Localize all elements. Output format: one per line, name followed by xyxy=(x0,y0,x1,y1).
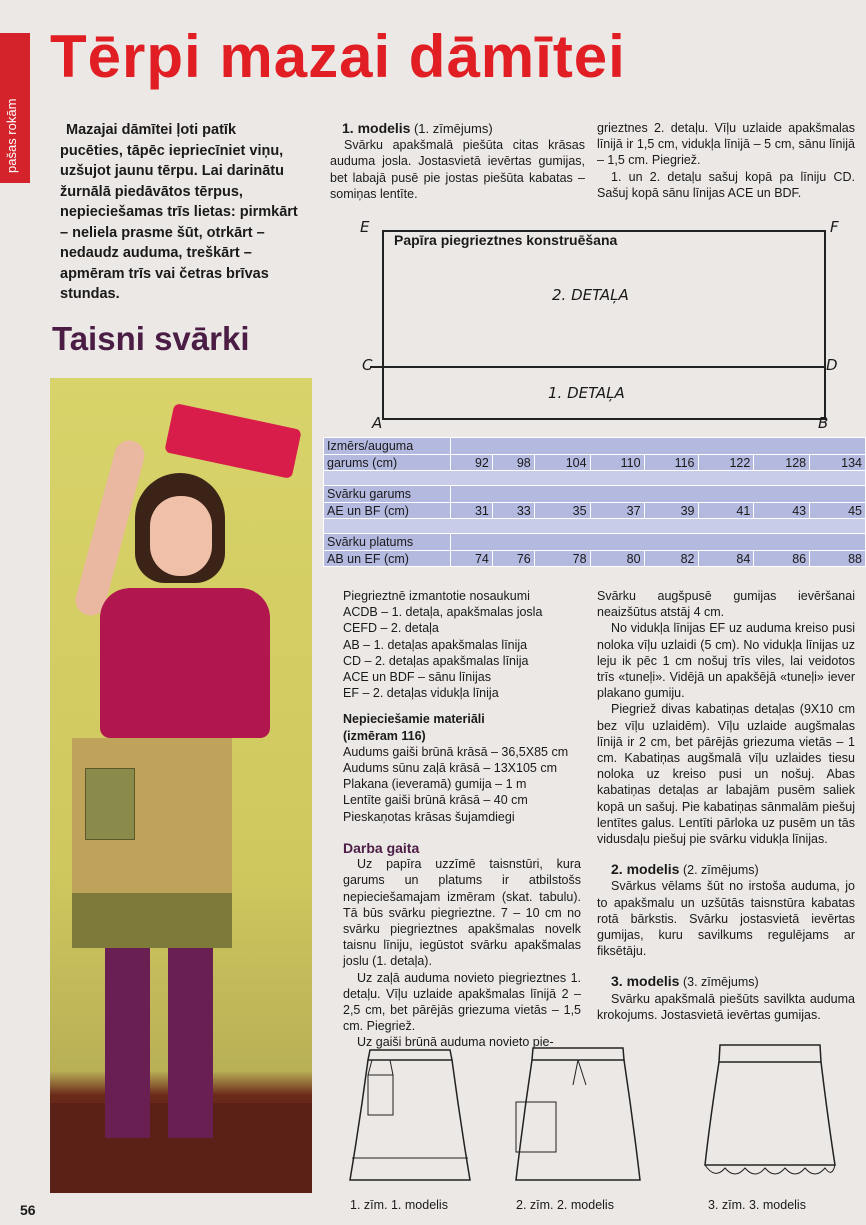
skirt-sketch-2 xyxy=(508,1040,648,1190)
intro-text: Mazajai dāmītei ļoti patīk pucēties, tāpēc iepriecīniet viņu, uzšujot jaunu tērpu. Lai darinātu žurnālā piedāvātos tērpus, nepieciešamas trīs lietas: pirmkārt – neliela prasme šūt, otrkārt – nedaudz auduma, treškārt – apmēram trīs vai četras brīvas stundas. xyxy=(60,122,298,302)
model1-text: Svārku apakšmalā piešūta citas krāsas auduma josla. Jostasvietā ievērtas gumijas, bet labajā pusē pie jostas piešūta kabatas – somiņas lentīte. xyxy=(330,138,585,201)
list-item: Audums gaiši brūnā krāsā – 36,5X85 cm xyxy=(343,744,569,759)
model1-block xyxy=(330,120,585,202)
list-item: ACE un BDF – sānu līnijas xyxy=(343,670,491,685)
diagram-title: Papīra piegrieztnes konstruēšana xyxy=(394,232,618,248)
list-item: CD – 2. detaļas apakšmalas līnija xyxy=(343,653,529,668)
model3-heading: 3. modelis xyxy=(611,973,680,990)
section-title: Taisni svārki xyxy=(52,320,250,357)
list-item: CEFD – 2. detaļa xyxy=(343,621,439,636)
list-item: Plakana (ieveramā) gumija – 1 m xyxy=(343,777,527,792)
list-item: ACDB – 1. detaļa, apakšmalas josla xyxy=(343,605,543,620)
size-table xyxy=(323,437,866,567)
list-item: Pieskaņotas krāsas šujamdiegi xyxy=(343,809,515,824)
section-tab xyxy=(0,33,30,183)
point-d: D xyxy=(826,356,838,374)
work-heading: Darba gaita xyxy=(343,840,420,856)
list-item: AB – 1. detaļas apakšmalas līnija xyxy=(343,637,528,652)
point-c: C xyxy=(362,356,373,374)
model3-text: Svārku apakšmalā piešūts savilkta auduma krokojums. Jostasvietā ievērtas gumijas. xyxy=(597,991,855,1022)
model1-heading-sub: (1. zīmējums) xyxy=(413,121,493,136)
caption-3: 3. zīm. 3. modelis xyxy=(708,1198,806,1212)
list-item: Lentīte gaiši brūnā krāsā – 40 cm xyxy=(343,793,528,808)
work-p1: Uz papīra uzzīmē taisnstūri, kura garums un platums ir atbilstošs nepieciešamajam izmēram (skat. tabulu). Tā būs svārku piegrieztne. 7 – 10 cm no svārku piegrieztnes apakšmalas novelk taisnu līniju, iegūstot svārku apakšmalas joslu (1. detaļa). xyxy=(343,857,581,969)
list-item: EF – 2. detaļas vidukļa līnija xyxy=(343,686,499,701)
model1-heading: 1. modelis xyxy=(342,120,411,136)
right-p1: Svārku augšpusē gumijas ievēršanai neaizšūtus atstāj 4 cm. xyxy=(597,589,855,620)
point-a: A xyxy=(372,414,383,432)
row1-label2: garums (cm) xyxy=(324,455,451,471)
point-e: E xyxy=(360,218,370,236)
row1-label1: Izmērs/auguma xyxy=(324,438,451,455)
right-p3: Piegriež divas kabatiņas detaļas (9X10 cm bez vīļu uzlaidēm). Vīļu uzlaide augšmalas līnijā ir 2 cm, bet pārējās griezuma vietās – 1 cm. Kabatiņas augšmalā vīļu uzlaides tiesu noloka uz kreiso pusi un nošuj. Abas kabatiņas detaļas ar labajām pusēm saliek kopā un sašuj. Pie kabatiņas sānmalām piešuj lentītes galus. Lentīti pārloka uz pusēm un tās vidusdaļu piešuj pie svārku vidukļa līnijas. xyxy=(597,702,855,847)
diagram-part2: 2. DETAĻA xyxy=(552,286,629,304)
table-row: AB un EF (cm) 74 76 78 80 82 84 86 88 xyxy=(324,551,866,567)
point-b: B xyxy=(818,414,829,432)
model1-text2: grieztnes 2. detaļu. Vīļu uzlaide apakšmalas līnijā ir 1,5 cm, vidukļa līnijā – 5 cm, sānu līnijā – 1,5 cm. Piegriež. xyxy=(597,121,855,168)
names-block xyxy=(343,588,583,825)
table-row: AE un BF (cm) 31 33 35 37 39 41 43 45 xyxy=(324,503,866,519)
skirt-sketch-3 xyxy=(700,1040,840,1190)
model2-sub: (2. zīmējums) xyxy=(682,863,759,878)
work-block xyxy=(343,840,581,1051)
caption-2: 2. zīm. 2. modelis xyxy=(516,1198,614,1212)
row3-label2: AB un EF (cm) xyxy=(324,551,451,567)
page-number: 56 xyxy=(20,1202,36,1218)
model1-text3: 1. un 2. detaļu sašuj kopā pa līniju CD. Sašuj kopā sānu līnijas ACE un BDF. xyxy=(597,169,855,200)
table-row: garums (cm) 92 98 104 110 116 122 128 134 xyxy=(324,455,866,471)
point-f: F xyxy=(830,218,839,236)
row2-label1: Svārku garums xyxy=(324,486,451,503)
materials-sub: (izmēram 116) xyxy=(343,728,426,743)
caption-1: 1. zīm. 1. modelis xyxy=(350,1198,448,1212)
skirt-sketch-1 xyxy=(340,1040,480,1190)
row2-label2: AE un BF (cm) xyxy=(324,503,451,519)
pattern-diagram xyxy=(330,218,860,438)
list-item: Audums sūnu zaļā krāsā – 13X105 cm xyxy=(343,761,558,776)
diagram-part1: 1. DETAĻA xyxy=(548,384,625,402)
names-heading: Piegrieztnē izmantotie nosaukumi xyxy=(343,589,530,603)
model2-heading: 2. modelis xyxy=(611,861,680,878)
right-p2: No vidukļa līnijas EF uz auduma kreiso pusi noloka vīļu uzlaidi (5 cm). No vidukļa līnijas uz leju ik pēc 1 cm nošuj trīs viles, lai veidotos trīs «tuneļi». Vidējā un apakšējā «tuneļi» iever plakano gumiju. xyxy=(597,621,855,701)
work-p2: Uz zaļā auduma novieto piegrieztnes 1. detaļu. Vīļu uzlaide apakšmalas līnijā 2 – 2,5 cm, bet pārējās griezuma vietās – 1,5 cm. Piegriež. xyxy=(343,970,581,1034)
model1-cont xyxy=(597,120,855,201)
girl-photo xyxy=(50,378,312,1193)
section-tab-label: pašas rokām xyxy=(4,98,19,173)
model2-text: Svārkus vēlams šūt no irstoša auduma, jo to apakšmalu un uzšūtās taisnstūra kabatas rotā bārkstis. Svārku jostasvietā ievērtas gumijas, kuru savilkums regulējams ar fiksētāju. xyxy=(597,879,855,959)
model3-sub: (3. zīmējums) xyxy=(682,975,759,990)
materials-heading: Nepieciešamie materiāli xyxy=(343,712,485,727)
row3-label1: Svārku platums xyxy=(324,534,451,551)
right-block xyxy=(597,588,855,1023)
work-p3: Uz gaiši brūnā auduma novieto pie- xyxy=(357,1035,554,1050)
page-title: Tērpi mazai dāmītei xyxy=(50,23,626,90)
